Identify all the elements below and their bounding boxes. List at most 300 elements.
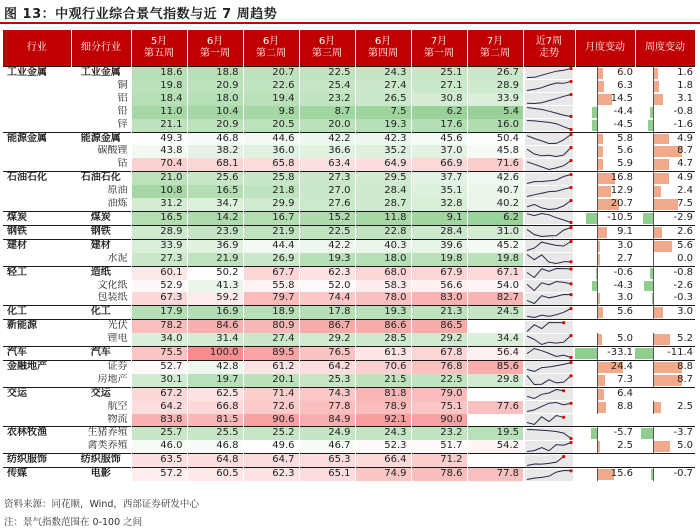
sparkline-svg — [525, 106, 573, 118]
sub-industry-name: 锌 — [117, 118, 128, 130]
trend-sparkline — [523, 333, 575, 346]
sub-industry-name: 光伏 — [71, 320, 131, 333]
weekly-change — [635, 374, 695, 387]
range-note: 注：景气指数范围在 0-100 之间 — [4, 517, 143, 528]
index-value: 31.0 — [467, 225, 523, 239]
index-value: 28.5 — [355, 333, 411, 346]
industry-name: 工业金属 — [3, 67, 71, 80]
change-value: -11.4 — [667, 347, 693, 359]
sparkline-last-point — [569, 374, 572, 377]
table-row — [3, 320, 695, 333]
sparkline-svg — [525, 186, 573, 198]
index-value: 16.5 — [187, 185, 243, 198]
change-value: 16.8 — [610, 172, 633, 184]
index-value: 18.0 — [355, 253, 411, 266]
index-value: 89.5 — [243, 347, 299, 361]
index-value: 46.8 — [187, 132, 243, 145]
index-value: 56.4 — [467, 347, 523, 361]
change-axis — [653, 468, 654, 481]
index-value: 17.6 — [411, 119, 467, 132]
change-axis — [597, 280, 598, 293]
trend-sparkline — [523, 468, 575, 481]
industry-name: 化工 — [3, 306, 71, 320]
table-header-row — [3, 30, 695, 67]
change-axis — [597, 240, 598, 253]
index-value: 74.4 — [299, 292, 355, 305]
index-value: 71.2 — [411, 454, 467, 468]
change-axis — [653, 374, 654, 387]
index-value: 19.5 — [467, 427, 523, 440]
index-value: 50.2 — [187, 266, 243, 279]
sub-industry-name: 水泥 — [107, 252, 128, 264]
change-value: 2.4 — [677, 185, 693, 197]
trend-sparkline — [523, 80, 575, 93]
index-value: 45.6 — [411, 132, 467, 145]
monthly-change — [575, 253, 635, 266]
index-value: 54.0 — [467, 280, 523, 293]
weekly-change — [635, 468, 695, 481]
index-value: 46.8 — [187, 440, 243, 453]
change-value: 8.8 — [677, 360, 693, 372]
header-cell: 细分行业 — [71, 30, 131, 67]
index-value: 60.5 — [187, 468, 243, 481]
index-value: 40.7 — [467, 185, 523, 198]
change-axis — [597, 145, 598, 158]
index-value: 25.5 — [187, 427, 243, 440]
change-axis — [597, 80, 598, 93]
index-value: 29.2 — [411, 333, 467, 346]
index-value: 64.2 — [299, 360, 355, 373]
industry-name: 建材 — [3, 239, 71, 252]
index-value: 78.2 — [131, 320, 187, 333]
weekly-change — [635, 172, 695, 185]
sparkline-svg — [525, 374, 573, 386]
index-value: 22.5 — [411, 374, 467, 387]
monthly-change — [575, 333, 635, 346]
change-axis — [597, 133, 598, 146]
table-row — [3, 468, 695, 481]
change-value: 5.6 — [617, 306, 633, 318]
figure-title: 图 13：中观行业综合景气指数与近 7 周趋势 — [4, 7, 278, 22]
index-value: 36.9 — [187, 239, 243, 252]
monthly-change — [575, 427, 635, 440]
sub-industry-name: 证券 — [71, 360, 131, 373]
sparkline-svg — [525, 455, 573, 467]
index-value: 56.6 — [411, 280, 467, 293]
change-bar — [644, 281, 653, 292]
index-value: 19.8 — [131, 80, 187, 93]
index-value: 37.0 — [411, 145, 467, 158]
change-bar — [597, 402, 606, 413]
change-bar — [653, 94, 663, 105]
sub-industry-name: 生猪养殖 — [71, 427, 131, 440]
table-row — [3, 145, 695, 158]
industry-name — [3, 253, 71, 266]
index-value: 54.2 — [467, 440, 523, 453]
index-value: 24.9 — [299, 427, 355, 440]
sparkline-last-point — [569, 133, 572, 136]
index-value: 24.5 — [467, 306, 523, 320]
change-axis — [597, 93, 598, 106]
index-value: 62.3 — [243, 468, 299, 481]
sparkline-svg — [525, 67, 573, 79]
sparkline-background — [525, 146, 573, 158]
index-value: 20.7 — [243, 67, 299, 80]
index-value — [467, 414, 523, 427]
index-value: 71.4 — [243, 387, 299, 400]
change-bar — [575, 348, 597, 359]
sparkline-svg — [525, 212, 573, 224]
sub-industry-name: 文化纸 — [97, 279, 128, 291]
sparkline-svg — [525, 146, 573, 158]
weekly-change — [635, 414, 695, 427]
sparkline-svg — [525, 293, 573, 305]
index-value: 31.4 — [187, 333, 243, 346]
trend-sparkline — [523, 67, 575, 80]
trend-sparkline — [523, 292, 575, 305]
sub-industry-name: 包装纸 — [97, 292, 128, 304]
change-axis — [653, 106, 654, 119]
index-value: 28.7 — [355, 198, 411, 211]
table-row — [3, 360, 695, 373]
index-value: 24.3 — [355, 427, 411, 440]
sparkline-svg — [525, 133, 573, 145]
index-value: 42.3 — [355, 132, 411, 145]
index-value: 5.4 — [467, 106, 523, 119]
index-value — [467, 387, 523, 400]
index-value: 78.0 — [355, 292, 411, 305]
change-axis — [597, 333, 598, 346]
change-value: -0.6 — [613, 266, 633, 278]
table-row — [3, 185, 695, 198]
index-value: 19.3 — [355, 119, 411, 132]
change-bar — [653, 402, 661, 413]
change-axis — [597, 267, 598, 280]
trend-sparkline — [523, 106, 575, 119]
index-value: 19.8 — [411, 253, 467, 266]
sub-industry-name: 禽类养殖 — [87, 440, 128, 452]
index-value: 75.5 — [131, 347, 187, 361]
change-axis — [653, 292, 654, 305]
index-value: 21.9 — [243, 225, 299, 239]
industry-name — [3, 185, 71, 198]
change-value: 20.7 — [610, 198, 633, 210]
sparkline-last-point — [569, 115, 572, 118]
weekly-change — [635, 185, 695, 198]
index-value: 17.9 — [131, 306, 187, 320]
weekly-change — [635, 266, 695, 279]
index-value: 19.8 — [467, 253, 523, 266]
sub-industry-name: 物流 — [107, 413, 128, 425]
source-note: 资料来源：同花顺，Wind，西部证券研发中心 — [4, 499, 199, 510]
weekly-change — [635, 292, 695, 305]
sparkline-last-point — [569, 221, 572, 224]
trend-sparkline — [523, 306, 575, 320]
industry-name — [3, 374, 71, 387]
index-value: 34.0 — [131, 333, 187, 346]
index-value — [467, 454, 523, 468]
header-cell: 行业 — [3, 30, 71, 67]
table-row — [3, 239, 695, 252]
table-row — [3, 333, 695, 346]
header-cell: 6月 第四周 — [355, 30, 411, 67]
change-value: -4.3 — [613, 279, 633, 291]
index-value: 16.0 — [467, 119, 523, 132]
index-value: 19.7 — [187, 374, 243, 387]
weekly-change — [635, 280, 695, 293]
index-value: 33.9 — [131, 239, 187, 252]
change-value: 3.1 — [677, 92, 693, 104]
index-value: 41.3 — [187, 280, 243, 293]
index-value: 32.8 — [411, 198, 467, 211]
monthly-change — [575, 280, 635, 293]
change-axis — [653, 226, 654, 239]
index-value: 42.6 — [467, 172, 523, 185]
header-cell: 周度变动 — [635, 30, 695, 67]
index-value: 83.8 — [131, 414, 187, 427]
change-value: -3.7 — [673, 427, 693, 439]
monthly-change — [575, 440, 635, 453]
weekly-change — [635, 198, 695, 211]
table-row — [3, 280, 695, 293]
table-row — [3, 225, 695, 239]
index-value: 23.9 — [187, 225, 243, 239]
sparkline-background — [525, 455, 573, 467]
change-axis — [653, 306, 654, 319]
index-value: 85.6 — [467, 360, 523, 373]
index-value: 20.9 — [187, 80, 243, 93]
index-value: 64.2 — [131, 401, 187, 414]
index-value: 21.1 — [131, 119, 187, 132]
weekly-change — [635, 239, 695, 252]
index-value: 27.0 — [299, 185, 355, 198]
change-axis — [597, 374, 598, 387]
change-axis — [653, 67, 654, 80]
trend-sparkline — [523, 158, 575, 171]
index-value: 63.4 — [299, 158, 355, 171]
index-value: 77.8 — [467, 468, 523, 481]
change-axis — [597, 158, 598, 171]
monthly-change — [575, 119, 635, 132]
table-row — [3, 211, 695, 225]
trend-sparkline — [523, 253, 575, 266]
index-value: 45.2 — [467, 239, 523, 252]
sparkline-svg — [525, 253, 573, 265]
header-cell: 6月 第三周 — [299, 30, 355, 67]
index-value: 79.7 — [243, 292, 299, 305]
change-value: 5.6 — [617, 145, 633, 157]
index-value: 23.2 — [411, 427, 467, 440]
monthly-change — [575, 211, 635, 225]
index-value: 15.2 — [299, 211, 355, 225]
change-axis — [597, 106, 598, 119]
index-value: 57.2 — [131, 468, 187, 481]
sparkline-last-point — [569, 226, 572, 229]
industry-name — [3, 119, 71, 132]
weekly-change — [635, 306, 695, 320]
change-value: -4.5 — [613, 118, 633, 130]
sub-industry-name: 碳酸锂 — [97, 145, 128, 157]
index-value: 70.4 — [131, 158, 187, 171]
index-value: 86.7 — [299, 320, 355, 333]
change-value: 6.4 — [617, 387, 633, 399]
weekly-change — [635, 93, 695, 106]
table-row — [3, 306, 695, 320]
index-value: 22.5 — [299, 67, 355, 80]
sparkline-background — [525, 253, 573, 265]
index-value: 61.3 — [355, 347, 411, 361]
index-value: 20.9 — [187, 119, 243, 132]
index-value: 50.4 — [467, 132, 523, 145]
index-value: 7.5 — [355, 106, 411, 119]
industry-name — [3, 333, 71, 346]
change-value: 12.9 — [610, 185, 633, 197]
index-value: 10.8 — [131, 185, 187, 198]
index-value: 67.7 — [243, 266, 299, 279]
sparkline-svg — [525, 414, 573, 426]
index-value: 19.3 — [355, 306, 411, 320]
industry-name — [3, 145, 71, 158]
index-value: 67.3 — [131, 292, 187, 305]
sparkline-svg — [525, 469, 573, 481]
change-value: 5.2 — [677, 333, 693, 345]
change-value: -0.8 — [673, 266, 693, 278]
index-value: 11.8 — [355, 211, 411, 225]
table-row — [3, 347, 695, 361]
change-value: 14.5 — [610, 92, 633, 104]
sparkline-svg — [525, 321, 573, 333]
trend-sparkline — [523, 172, 575, 185]
sparkline-svg — [525, 361, 573, 373]
index-value: 18.6 — [131, 67, 187, 80]
change-value: 3.0 — [677, 306, 693, 318]
monthly-change — [575, 158, 635, 171]
monthly-change — [575, 292, 635, 305]
index-value: 90.6 — [243, 414, 299, 427]
index-value: 72.6 — [243, 401, 299, 414]
index-value: 62.5 — [187, 387, 243, 400]
industry-name: 交运 — [3, 387, 71, 400]
index-value: 16.9 — [187, 306, 243, 320]
sparkline-last-point — [569, 80, 572, 83]
change-value: 7.5 — [677, 198, 693, 210]
index-value: 78.9 — [355, 401, 411, 414]
index-value: 81.5 — [187, 414, 243, 427]
index-value: 21.0 — [131, 172, 187, 185]
sparkline-background — [525, 240, 573, 252]
trend-sparkline — [523, 427, 575, 440]
change-axis — [653, 333, 654, 346]
change-value: 1.8 — [677, 79, 693, 91]
trend-sparkline — [523, 145, 575, 158]
index-value: 25.6 — [187, 172, 243, 185]
index-value: 36.6 — [299, 145, 355, 158]
change-axis — [653, 158, 654, 171]
index-value: 63.5 — [131, 454, 187, 468]
industry-name — [3, 292, 71, 305]
industry-name — [3, 414, 71, 427]
industry-name: 新能源 — [3, 320, 71, 333]
change-value: 4.7 — [677, 158, 693, 170]
index-value: 67.9 — [411, 266, 467, 279]
sub-industry-name: 化工 — [71, 306, 131, 320]
weekly-change — [635, 320, 695, 333]
table-row — [3, 106, 695, 119]
weekly-change — [635, 158, 695, 171]
sparkline-last-point — [569, 293, 572, 296]
change-bar — [653, 173, 669, 184]
table-row — [3, 454, 695, 468]
index-value: 52.9 — [131, 280, 187, 293]
sparkline-last-point — [562, 389, 565, 392]
industry-name — [3, 280, 71, 293]
trend-sparkline — [523, 93, 575, 106]
monthly-change — [575, 172, 635, 185]
index-value: 83.0 — [411, 292, 467, 305]
weekly-change — [635, 427, 695, 440]
index-value: 42.8 — [187, 360, 243, 373]
sparkline-background — [525, 173, 573, 185]
index-value: 31.2 — [131, 198, 187, 211]
sparkline-last-point — [569, 199, 572, 202]
monthly-change — [575, 67, 635, 80]
table-row — [3, 427, 695, 440]
change-axis — [653, 280, 654, 293]
weekly-change — [635, 106, 695, 119]
change-axis — [597, 67, 598, 80]
change-value: 5.8 — [617, 132, 633, 144]
change-value: 5.0 — [677, 440, 693, 452]
table-row — [3, 172, 695, 185]
change-bar — [653, 186, 661, 197]
index-value: 67.8 — [411, 347, 467, 361]
index-value: 28.4 — [355, 185, 411, 198]
change-value: -33.1 — [607, 347, 633, 359]
change-axis — [597, 388, 598, 401]
index-value: 66.4 — [355, 454, 411, 468]
sub-industry-name: 航空 — [107, 400, 128, 412]
table-row — [3, 93, 695, 106]
sparkline-svg — [525, 401, 573, 413]
index-value: 49.3 — [131, 132, 187, 145]
table-row — [3, 132, 695, 145]
index-value: 28.9 — [467, 80, 523, 93]
sparkline-last-point — [569, 173, 572, 176]
industry-name — [3, 80, 71, 93]
index-value: 22.6 — [243, 80, 299, 93]
change-value: 5.6 — [677, 239, 693, 251]
change-axis — [653, 440, 654, 453]
sparkline-svg — [525, 119, 573, 131]
weekly-change — [635, 132, 695, 145]
index-value: 9.8 — [243, 106, 299, 119]
industry-name: 金融地产 — [3, 360, 71, 373]
index-value: 59.2 — [187, 292, 243, 305]
index-value: 64.7 — [243, 454, 299, 468]
sparkline-svg — [525, 173, 573, 185]
industry-name: 农林牧渔 — [3, 427, 71, 440]
sparkline-last-point — [569, 267, 572, 270]
change-value: 8.7 — [677, 373, 693, 385]
change-value: 6.0 — [617, 67, 633, 78]
change-value: -0.3 — [673, 292, 693, 304]
sparkline-last-point — [569, 282, 572, 285]
index-value: 81.8 — [355, 387, 411, 400]
table-row — [3, 374, 695, 387]
index-value: 58.3 — [355, 280, 411, 293]
index-value: 25.3 — [299, 374, 355, 387]
trend-sparkline — [523, 280, 575, 293]
